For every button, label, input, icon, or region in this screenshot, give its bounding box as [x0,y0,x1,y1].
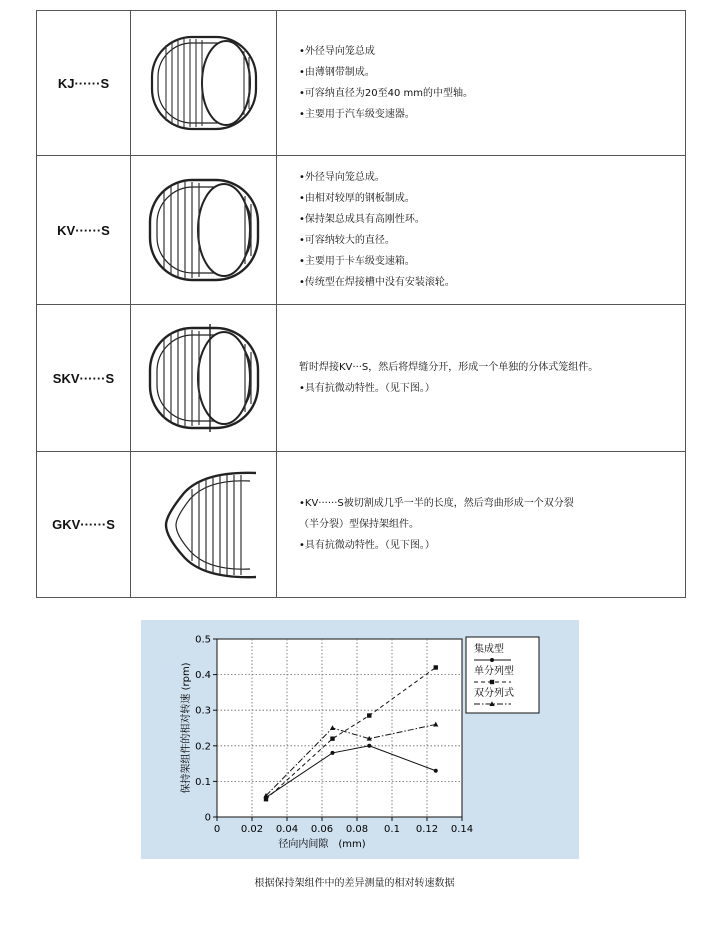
bearing-illustration-cell [131,452,277,598]
table-row [37,156,686,305]
data-point [434,769,438,773]
feature-item: 暂时焊接KV···S，然后将焊缝分开，形成一个单独的分体式笼组件。 [299,362,599,373]
feature-item: •由相对较厚的钢板制成。 [299,193,415,204]
x-tick-label: 0.04 [275,824,299,835]
bearing-illustration-cell [131,305,277,452]
bearing-illustration-cell [131,156,277,305]
x-tick-label: 0.06 [310,824,334,835]
legend-label: 双分列式 [474,688,514,699]
y-tick-label: 0.4 [195,670,211,682]
feature-item: •外径导向笼总成 [299,46,375,57]
data-point [367,744,371,748]
legend-marker [490,680,494,684]
kj-cage-illustration [144,23,264,143]
feature-item: •KV······S被切割成几乎一半的长度，然后弯曲形成一个双分裂 [299,498,574,509]
feature-list [277,11,686,156]
chart-caption: 根据保持架组件中的差异测量的相对转速数据 [254,878,455,889]
y-axis-label: 保持架组件的相对转速 (rpm) [181,662,192,794]
kv-cage-illustration [144,168,264,292]
table-row [37,11,686,156]
table-row [37,305,686,452]
relative-speed-chart [141,620,579,859]
feature-item: •主要用于卡车级变速箱。 [299,256,415,267]
feature-item: •由薄钢带制成。 [299,67,375,78]
feature-list [277,156,686,305]
bearing-type-table [36,10,686,598]
type-code: KV······S [37,156,131,305]
skv-cage-illustration [144,316,264,440]
legend-label: 单分列型 [474,666,514,677]
x-axis-label: 径向内间隙 (mm) [278,839,366,850]
x-tick-label: 0.08 [345,824,369,835]
x-tick-label: 0.02 [240,824,264,835]
feature-item: （半分裂）型保持架组件。 [299,519,419,530]
type-code: GKV······S [37,452,131,598]
x-tick-label: 0.14 [450,824,474,835]
y-tick-label: 0.5 [195,634,211,646]
chart-panel [141,620,579,859]
type-code: SKV······S [37,305,131,452]
legend-marker [490,658,494,662]
data-point [434,665,438,669]
type-code: KJ······S [37,11,131,156]
feature-item: •具有抗微动特性。（见下图。） [299,540,435,551]
feature-item: •可容纳直径为20至40 mm的中型轴。 [299,88,474,99]
feature-item: •外径导向笼总成。 [299,172,385,183]
feature-item: •具有抗微动特性。（见下图。） [299,383,435,394]
feature-list [277,452,686,598]
gkv-half-cage-illustration [144,463,264,587]
feature-item: •可容纳较大的直径。 [299,235,395,246]
bearing-illustration-cell [131,11,277,156]
y-tick-label: 0.2 [195,741,211,753]
data-point [367,713,371,717]
y-tick-label: 0.1 [195,776,211,788]
x-tick-label: 0.12 [415,824,439,835]
feature-item: •主要用于汽车级变速器。 [299,109,415,120]
x-tick-label: 0 [213,824,221,835]
data-point [330,736,334,740]
data-point [264,797,268,801]
legend-label: 集成型 [474,644,504,655]
feature-item: •传统型在焊接槽中没有安装滚轮。 [299,277,455,288]
plot-area [217,639,462,817]
feature-list [277,305,686,452]
feature-item: •保持架总成具有高刚性环。 [299,214,425,225]
y-tick-label: 0 [204,812,211,824]
legend [466,637,539,713]
table-row [37,452,686,598]
x-tick-label: 0.1 [384,824,400,835]
data-point [331,751,335,755]
y-tick-label: 0.3 [195,705,211,717]
